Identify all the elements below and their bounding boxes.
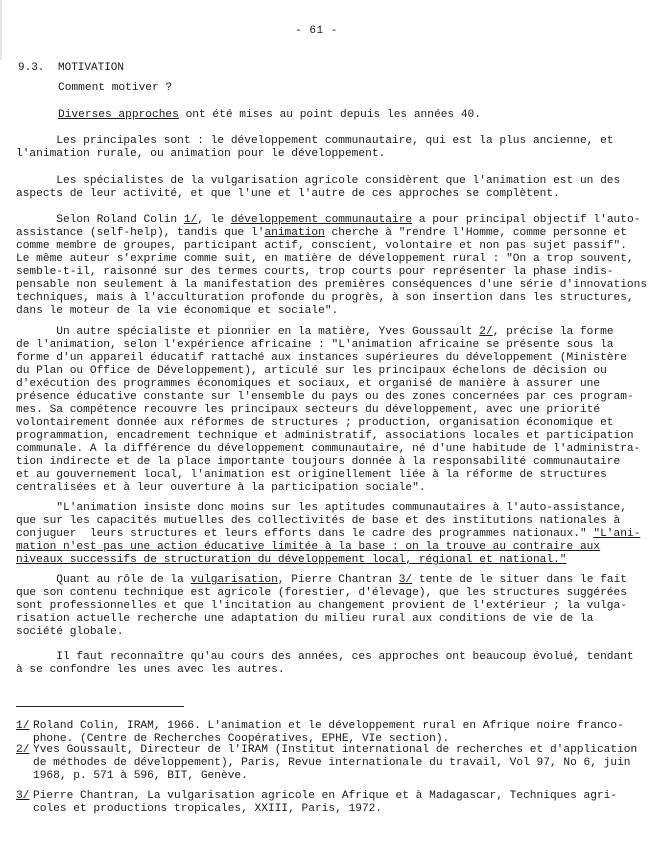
footnote-2 bbox=[16, 744, 638, 783]
footnote-line: Pierre Chantran, La vulgarisation agricole en Afrique et à Madagascar, Techniques agri- bbox=[33, 790, 618, 802]
text-line: programmation, encadrement technique et administratif, associations locales et participation bbox=[16, 430, 634, 442]
text-line: volontairement donnée aux réformes de structures ; production, organisation économique et bbox=[16, 417, 614, 429]
section-number: 9.3. bbox=[18, 62, 45, 74]
footnote-marker: 3/ bbox=[16, 790, 30, 802]
text-line: "L'animation insiste donc moins sur les aptitudes communautaires à l'auto-assistance, bbox=[16, 502, 627, 514]
footnote-3 bbox=[16, 790, 626, 816]
text-line: semble-t-il, raisonné sur des termes courts, trop courts pour représenter la phase indis- bbox=[16, 266, 614, 278]
footnote-ref-1: 1/ bbox=[183, 214, 198, 226]
text-fragment: tente de le situer dans le fait bbox=[412, 574, 627, 586]
text-line bbox=[58, 109, 658, 122]
paragraph-roland-colin bbox=[16, 214, 648, 318]
text-line: Il faut reconnaître qu'au cours des années, ces approches ont beaucoup évolué, tendant bbox=[16, 651, 634, 663]
text-line: l'animation rurale, ou animation pour le développement. bbox=[16, 148, 386, 160]
text-line: Les spécialistes de la vulgarisation agricole considèrent que l'animation est un des bbox=[16, 175, 621, 187]
underlined-quote-line: niveaux successifs de structuration du développement local, régional et national." bbox=[16, 554, 567, 566]
text-line: Les principales sont : le développement communautaire, qui est la plus ancienne, et bbox=[16, 135, 614, 147]
text-line bbox=[16, 326, 616, 339]
text-fragment: , précise la forme bbox=[492, 326, 614, 338]
text-fragment: Quant au rôle de la bbox=[16, 574, 191, 586]
page-number: - 61 - bbox=[295, 25, 338, 37]
footnote-ref-2: 2/ bbox=[479, 326, 493, 338]
text-line: centralisées et à leur ouverture à la participation sociale". bbox=[16, 482, 426, 494]
text-line bbox=[16, 528, 641, 541]
underlined-term: animation bbox=[264, 227, 325, 239]
text-fragment: , Pierre Chantran bbox=[277, 574, 399, 586]
text-line: tion indirecte et de la place importante toujours donnée à la responsabilité communautaire bbox=[16, 456, 621, 468]
text-fragment: a pour principal objectif l'auto- bbox=[412, 214, 641, 226]
paragraph-vulgarisation bbox=[16, 574, 627, 639]
text-fragment: assistance (self-help), tandis que l' bbox=[16, 227, 265, 239]
text-fragment: Un autre spécialiste et pionnier en la matière, Yves Goussault bbox=[16, 326, 480, 338]
underlined-term: Diverses approches bbox=[58, 109, 179, 121]
text-line bbox=[16, 227, 627, 240]
section-heading bbox=[18, 62, 124, 75]
footnote-ref-3: 3/ bbox=[398, 574, 413, 586]
text-fragment: cherche à "rendre l'Homme, comme personne et bbox=[324, 227, 627, 239]
text-line: Comment motiver ? bbox=[58, 82, 173, 94]
paragraph-animation-quote bbox=[16, 502, 641, 567]
text-fragment: conjuguer leurs structures et leurs efforts dans le cadre des programmes nationaux." bbox=[16, 528, 594, 540]
text-line: d'exécution des programmes économiques et sociaux, et organisé de manière à assurer une bbox=[16, 378, 601, 390]
underlined-term: vulgarisation bbox=[190, 574, 278, 586]
text-line: présence éducative constante sur l'ensemble du pays ou des zones concernées par ces program- bbox=[16, 391, 634, 403]
text-line: et au gouvernement local, l'animation est originellement liée à la réforme de structures bbox=[16, 469, 607, 481]
footnote-line: de méthodes de développement), Paris, Revue internationale du travail, Vol 97, No 6, juin bbox=[33, 757, 631, 769]
footnote-marker: 2/ bbox=[16, 744, 30, 756]
footnote-line: 1968, p. 571 à 596, BIT, Genève. bbox=[33, 770, 248, 782]
text-line: société globale. bbox=[16, 626, 124, 638]
paragraph-approaches bbox=[58, 109, 658, 122]
text-line: aspects de leur activité, et que l'une et l'autre de ces approches se complètent. bbox=[16, 188, 560, 200]
footnote-line: Yves Goussault, Directeur de l'IRAM (Institut international de recherches et d'application bbox=[33, 744, 638, 756]
paragraph-question bbox=[58, 82, 658, 95]
text-line: risation actuelle recherche une adaptation du milieu rural aux conditions de vie de la bbox=[16, 613, 594, 625]
footnote-1 bbox=[16, 720, 626, 746]
text-line: que sur les capacités mutuelles des collectivités de base et des institutions nationales à bbox=[16, 515, 621, 527]
text-line bbox=[16, 574, 627, 587]
text-line: comme membre de groupes, participant actif, conscient, volontaire et non pas sujet passif". bbox=[16, 240, 627, 252]
text-fragment: Selon Roland Colin bbox=[16, 214, 184, 226]
footnote-separator bbox=[16, 706, 184, 707]
text-fragment: ont été mises au point depuis les années 40. bbox=[178, 109, 481, 121]
text-line: pensable non seulement à la manifestation des premières conséquences d'une série d'innovations bbox=[16, 279, 648, 291]
text-line: techniques, mais à l'acculturation profonde du progrès, à son insertion dans les structures, bbox=[16, 292, 634, 304]
text-line: mes. Sa compétence recouvre les principaux secteurs du développement, avec une priorité bbox=[16, 404, 601, 416]
paragraph-yves-goussault bbox=[16, 326, 641, 495]
text-line: du Plan ou Office de Développement), articulé sur les principaux échelons de décision ou bbox=[16, 365, 607, 377]
text-fragment: , le bbox=[197, 214, 231, 226]
underlined-term: développement communautaire bbox=[230, 214, 413, 226]
text-line: de l'animation, selon l'expérience africaine : "L'animation africaine se présente sous la bbox=[16, 339, 614, 351]
underlined-quote: "L'ani- bbox=[593, 528, 641, 540]
paragraph-conclusion bbox=[16, 651, 634, 677]
text-line bbox=[16, 214, 641, 227]
footnote-line: coles et productions tropicales, XXIII, Paris, 1972. bbox=[33, 803, 383, 815]
paragraph-principal-approaches bbox=[16, 135, 616, 161]
section-title: MOTIVATION bbox=[58, 62, 125, 74]
paragraph-specialists bbox=[16, 175, 621, 201]
text-line: forme d'un appareil éducatif rattaché aux instances supérieures du développement (Ministère bbox=[16, 352, 627, 364]
text-line: dans le moteur de la vie économique et sociale". bbox=[16, 305, 339, 317]
text-line: communale. A la différence du développement communautaire, né d'une habitude de l'administra- bbox=[16, 443, 641, 455]
footnote-line: phone. (Centre de Recherches Coopératives, EPHE, VIe section). bbox=[33, 733, 450, 745]
footnote-marker: 1/ bbox=[16, 720, 30, 732]
text-line: à se confondre les unes avec les autres. bbox=[16, 664, 285, 676]
footnote-line: Roland Colin, IRAM, 1966. L'animation et le développement rural en Afrique noire franco- bbox=[33, 720, 624, 732]
underlined-quote-line: mation n'est pas une action éducative limitée à la base : on la trouve au contraire aux bbox=[16, 541, 601, 553]
text-line: Le même auteur s'exprime comme suit, en matière de développement rural : "On a trop souvent, bbox=[16, 253, 634, 265]
text-line: sont professionnelles et que l'incitation au changement provient de l'extérieur ; la vulga- bbox=[16, 600, 627, 612]
text-line: que son contenu technique est agricole (forestier, d'élevage), que les structures suggérées bbox=[16, 587, 627, 599]
